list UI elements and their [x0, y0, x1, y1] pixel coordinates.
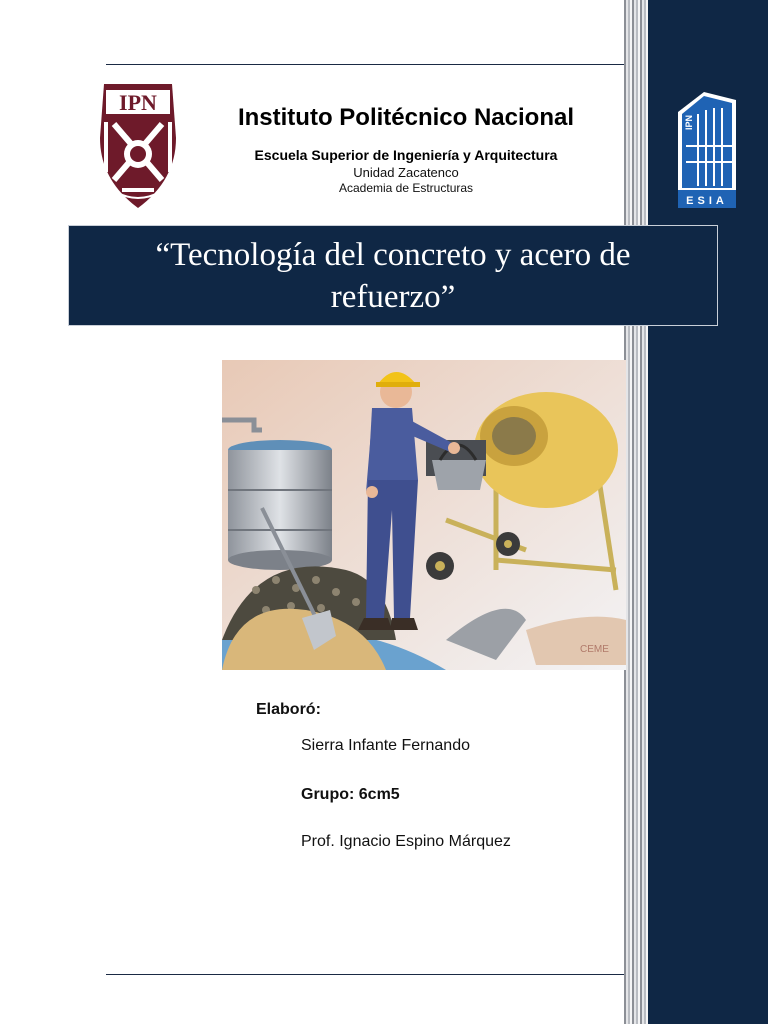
- top-rule: [106, 64, 624, 65]
- professor-name: Prof. Ignacio Espino Márquez: [301, 833, 511, 850]
- concrete-mixer-illustration: [196, 340, 626, 680]
- title-banner: [68, 225, 718, 326]
- author-name: Sierra Infante Fernando: [301, 737, 470, 754]
- bottom-rule: [106, 974, 624, 975]
- ipn-logo-text: IPN: [119, 90, 157, 115]
- school-name: Escuela Superior de Ingeniería y Arquitectura: [254, 147, 558, 163]
- group-label: Grupo: 6cm5: [301, 786, 400, 803]
- academy-name: Academia de Estructuras: [338, 181, 474, 195]
- unit-name: Unidad Zacatenco: [353, 165, 459, 180]
- institution-name: Instituto Politécnico Nacional: [237, 104, 575, 131]
- document-title: “Tecnología del concreto y acero de refuerzo”: [155, 236, 631, 315]
- esia-logo-icon: [674, 90, 740, 210]
- esia-logo-text: ESIA: [686, 195, 728, 207]
- ipn-logo-icon: [96, 80, 180, 212]
- esia-logo-ipn-text: IPN: [684, 114, 694, 130]
- elaboro-label: Elaboró:: [256, 701, 321, 718]
- cement-bag-text: CEME: [580, 644, 609, 655]
